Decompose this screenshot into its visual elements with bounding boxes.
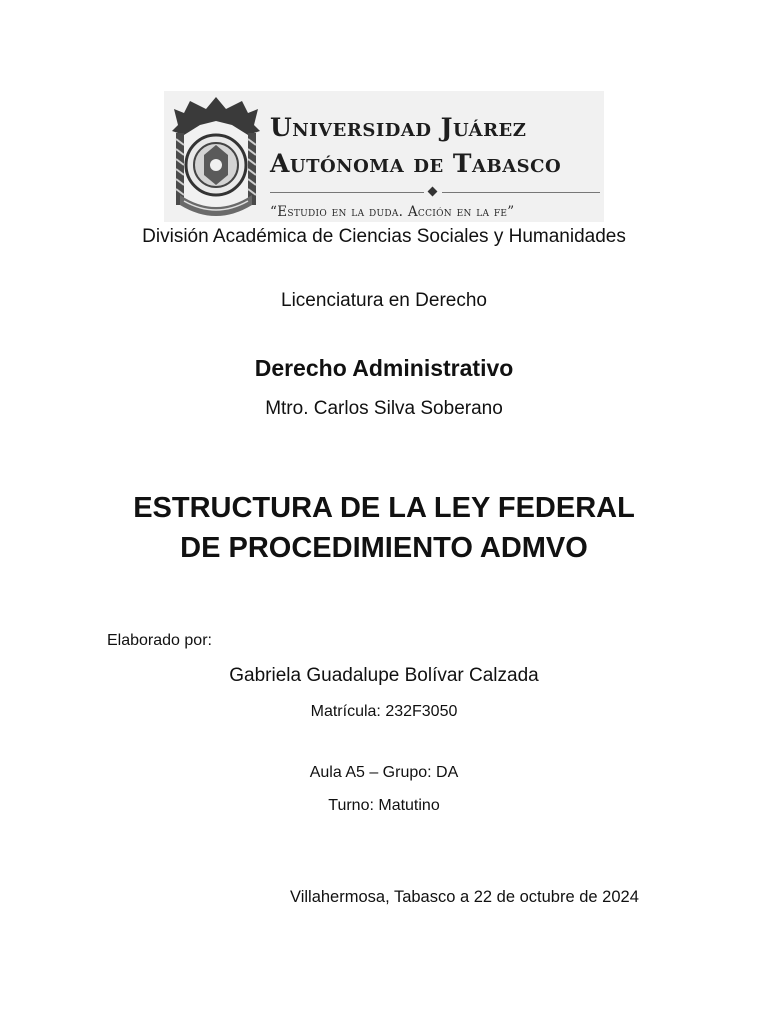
author-label: Elaborado por: bbox=[107, 632, 212, 649]
division-name: División Académica de Ciencias Sociales y Humanidades bbox=[142, 226, 626, 247]
author-name: Gabriela Guadalupe Bolívar Calzada bbox=[229, 665, 539, 686]
shift: Turno: Matutino bbox=[328, 797, 440, 814]
logo-divider-right bbox=[442, 192, 600, 193]
document-title bbox=[0, 488, 768, 568]
document-title-line1: ESTRUCTURA DE LA LEY FEDERAL bbox=[133, 492, 635, 524]
student-id: Matrícula: 232F3050 bbox=[310, 703, 458, 720]
logo-divider-left bbox=[270, 192, 424, 193]
document-title-line2: DE PROCEDIMIENTO ADMVO bbox=[180, 532, 588, 564]
classroom-group: Aula A5 – Grupo: DA bbox=[309, 764, 459, 781]
university-logo bbox=[164, 91, 604, 222]
place-and-date: Villahermosa, Tabasco a 22 de octubre de 2024 bbox=[290, 888, 639, 906]
teacher-name: Mtro. Carlos Silva Soberano bbox=[265, 398, 503, 419]
course-name: Derecho Administrativo bbox=[254, 355, 514, 381]
university-seal-icon bbox=[170, 95, 262, 219]
university-motto: “Estudio en la duda. Acción en la fe” bbox=[270, 204, 515, 220]
university-name-line1: Universidad Juárez bbox=[270, 113, 527, 142]
university-name-line2: Autónoma de Tabasco bbox=[270, 149, 562, 178]
diamond-icon bbox=[428, 187, 438, 197]
degree-program: Licenciatura en Derecho bbox=[281, 290, 487, 311]
